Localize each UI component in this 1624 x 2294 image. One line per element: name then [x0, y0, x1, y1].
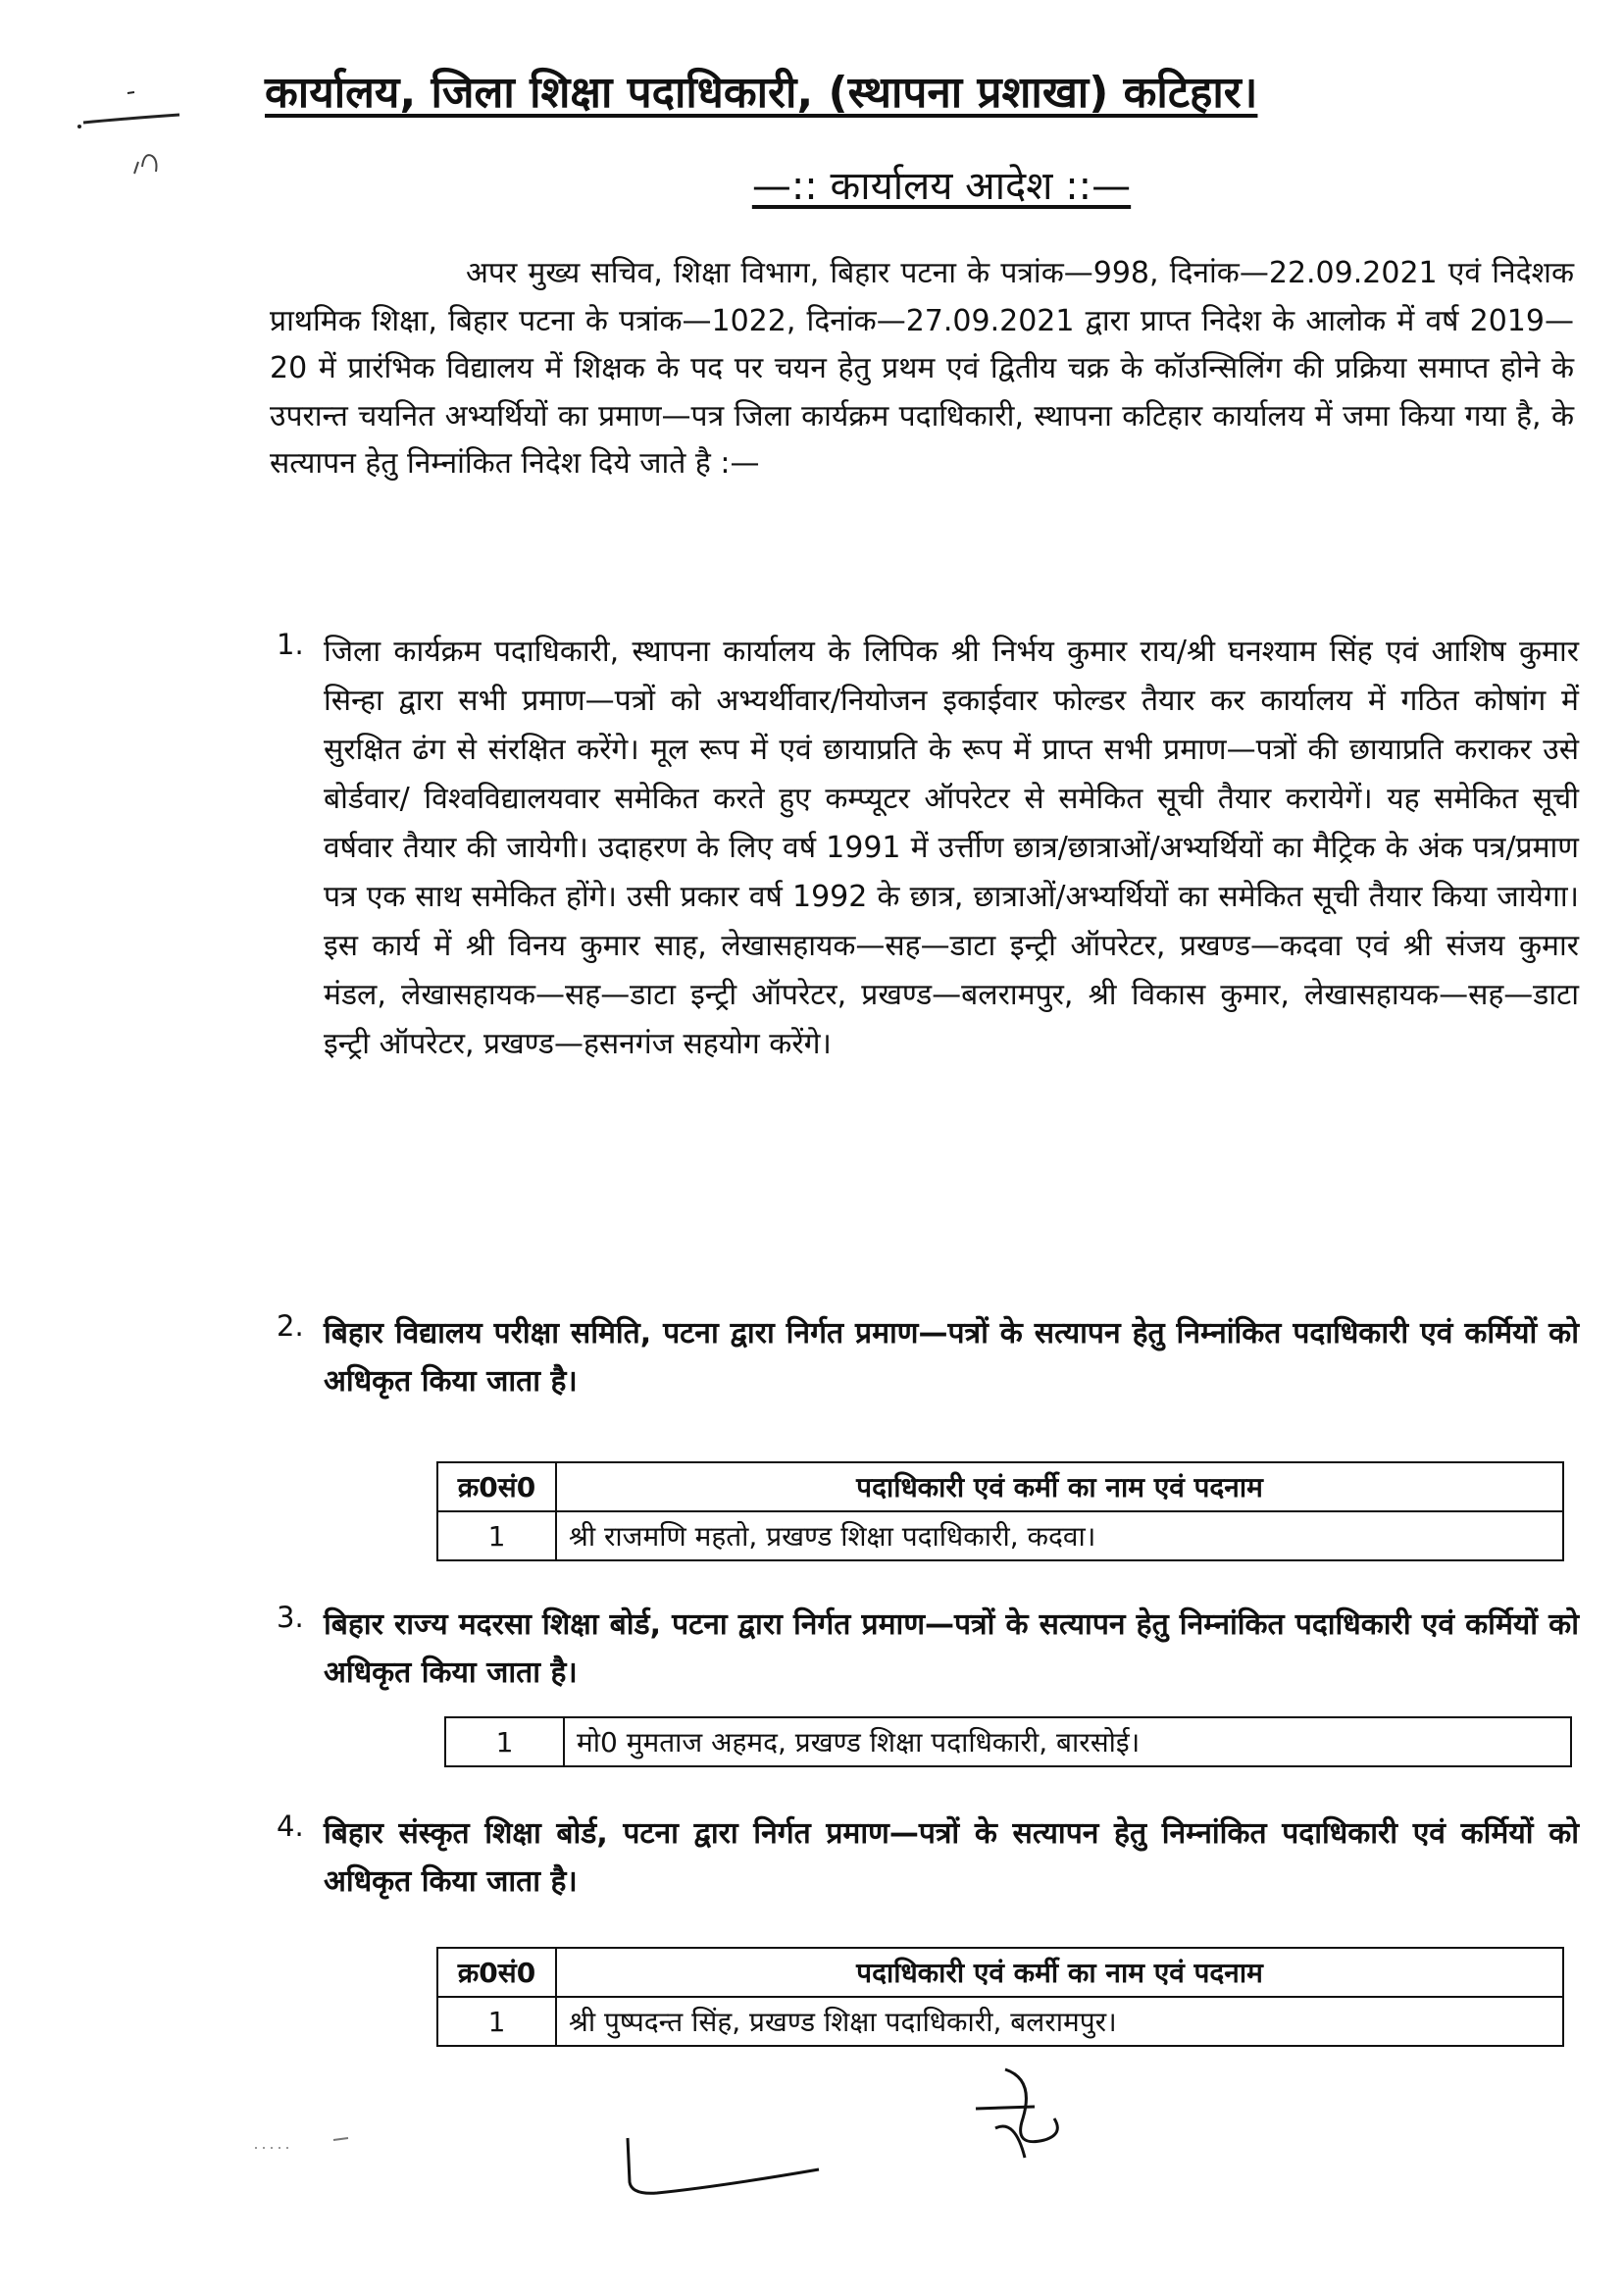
- header-name: पदाधिकारी एवं कर्मी का नाम एवं पदनाम: [556, 1948, 1563, 1997]
- margin-scribble: [74, 83, 191, 191]
- table-row: [437, 1511, 1563, 1560]
- office-heading: कार्यालय, जिला शिक्षा पदाधिकारी, (स्थापना प्रशाखा) कटिहार।: [265, 68, 1258, 118]
- cell-serial: 1: [437, 1511, 556, 1560]
- cell-serial: 1: [437, 1997, 556, 2046]
- list-item-3: [277, 1601, 1579, 1697]
- cell-name: श्री पुष्पदन्त सिंह, प्रखण्ड शिक्षा पदाधिकारी, बलरामपुर।: [556, 1997, 1563, 2046]
- margin-marks: [250, 2128, 368, 2158]
- item-text: जिला कार्यक्रम पदाधिकारी, स्थापना कार्यालय के लिपिक श्री निर्भय कुमार राय/श्री घनश्याम सिंह एवं आशिष कुमार सिन्हा द्वारा सभी प्रमाण—पत्रों को अभ्यर्थीवार/नियोजन इकाईवार फोल्डर तैयार कर कार्यालय में गठित कोषांग में सुरक्षित ढंग से संरक्षित करेंगे। मूल रूप में एवं छायाप्रति के रूप में प्राप्त सभी प्रमाण—पत्रों की छायाप्रति कराकर उसे बोर्डवार/ विश्वविद्यालयवार समेकित करते हुए कम्प्यूटर ऑपरेटर से समेकित सूची तैयार करायेगें। यह समेकित सूची वर्षवार तैयार की जायेगी। उदाहरण के लिए वर्ष 1991 में उर्त्तीण छात्र/छात्राओं/अभ्यर्थियों का मैट्रिक के अंक पत्र/प्रमाण पत्र एक साथ समेकित होंगे। उसी प्रकार वर्ष 1992 के छात्र, छात्राओं/अभ्यर्थियों का समेकित सूची तैयार किया जायेगा। इस कार्य में श्री विनय कुमार साह, लेखासहायक—सह—डाटा इन्ट्री ऑपरेटर, प्रखण्ड—कदवा एवं श्री संजय कुमार मंडल, लेखासहायक—सह—डाटा इन्ट्री ऑपरेटर, प्रखण्ड—बलरामपुर, श्री विकास कुमार, लेखासहायक—सह—डाटा इन्ट्री ऑपरेटर, प्रखण्ड—हसनगंज सहयोग करेंगे।: [324, 635, 1579, 1061]
- signature-initial: [608, 2109, 843, 2217]
- item-text: बिहार संस्कृत शिक्षा बोर्ड, पटना द्वारा निर्गत प्रमाण—पत्रों के सत्यापन हेतु निम्नांकित पदाधिकारी एवं कर्मियों को अधिकृत किया जाता है।: [324, 1816, 1579, 1899]
- signature-officer: [966, 2060, 1084, 2177]
- table-header-row: [437, 1462, 1563, 1511]
- item-number: 3.: [277, 1601, 304, 1634]
- list-item-4: [277, 1810, 1579, 1906]
- cell-serial: 1: [445, 1717, 564, 1766]
- table-header-row: [437, 1948, 1563, 1997]
- item-number: 1.: [277, 628, 304, 661]
- table-row: [445, 1717, 1571, 1766]
- cell-name: मो0 मुमताज अहमद, प्रखण्ड शिक्षा पदाधिकारी, बारसोई।: [564, 1717, 1571, 1766]
- officer-table-bseb: [436, 1461, 1564, 1561]
- header-serial: क्र0सं0: [437, 1948, 556, 1997]
- list-item-2: [277, 1309, 1579, 1405]
- item-text: बिहार विद्यालय परीक्षा समिति, पटना द्वारा निर्गत प्रमाण—पत्रों के सत्यापन हेतु निम्नांकित पदाधिकारी एवं कर्मियों को अधिकृत किया जाता है।: [324, 1316, 1579, 1399]
- header-serial: क्र0सं0: [437, 1462, 556, 1511]
- item-number: 4.: [277, 1810, 304, 1843]
- item-text: बिहार राज्य मदरसा शिक्षा बोर्ड, पटना द्वारा निर्गत प्रमाण—पत्रों के सत्यापन हेतु निम्नांकित पदाधिकारी एवं कर्मियों को अधिकृत किया जाता है।: [324, 1607, 1579, 1690]
- cell-name: श्री राजमणि महतो, प्रखण्ड शिक्षा पदाधिकारी, कदवा।: [556, 1511, 1563, 1560]
- table-row: [437, 1997, 1563, 2046]
- item-number: 2.: [277, 1309, 304, 1343]
- officer-table-sanskrit: [436, 1947, 1564, 2047]
- list-item-1: [277, 628, 1579, 1069]
- header-name: पदाधिकारी एवं कर्मी का नाम एवं पदनाम: [556, 1462, 1563, 1511]
- order-title: —:: कार्यालय आदेश ::—: [751, 164, 1132, 209]
- officer-table-madarsa: [444, 1716, 1572, 1767]
- intro-paragraph: अपर मुख्य सचिव, शिक्षा विभाग, बिहार पटना के पत्रांक—998, दिनांक—22.09.2021 एवं निदेशक प्राथमिक शिक्षा, बिहार पटना के पत्रांक—1022, दिनांक—27.09.2021 द्वारा प्राप्त निदेश के आलोक में वर्ष 2019—20 में प्रारंभिक विद्यालय में शिक्षक के पद पर चयन हेतु प्रथम एवं द्वितीय चक्र के कॉउन्सिलिंग की प्रक्रिया समाप्त होने के उपरान्त चयनित अभ्यर्थियों का प्रमाण—पत्र जिला कार्यक्रम पदाधिकारी, स्थापना कटिहार कार्यालय में जमा किया गया है, के सत्यापन हेतु निम्नांकित निदेश दिये जाते है :—: [270, 256, 1574, 481]
